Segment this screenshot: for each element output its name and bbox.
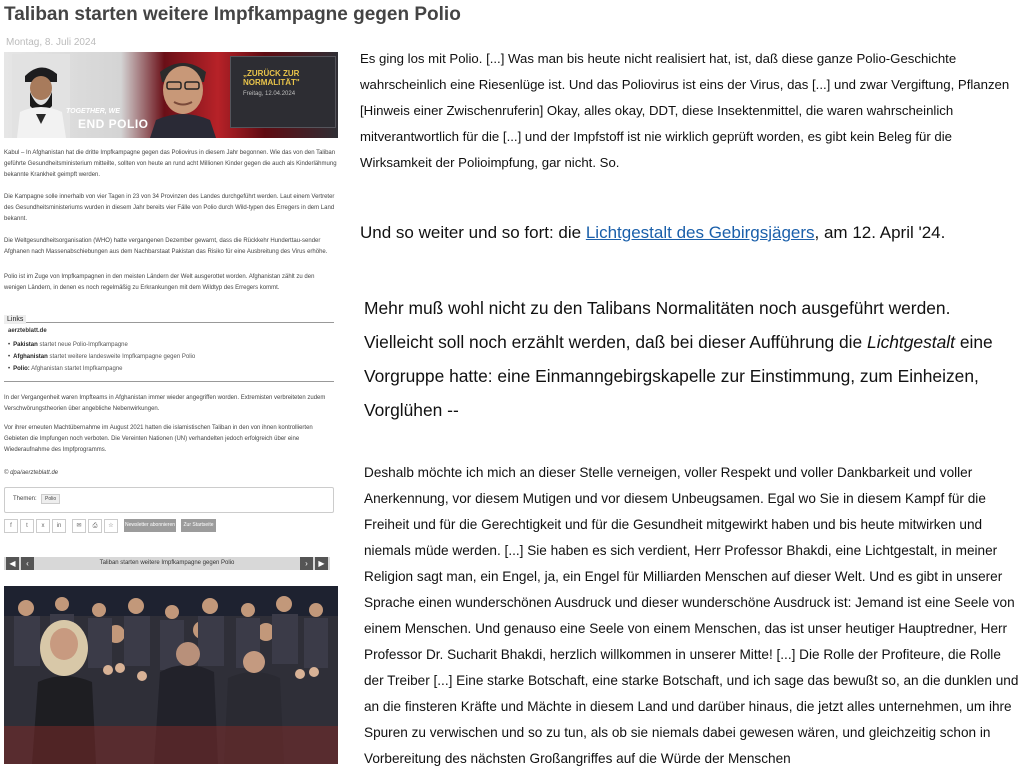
polio-slogan-big: END POLIO (78, 117, 149, 131)
transcript-paragraph-3 (364, 291, 1022, 427)
related-link[interactable] (8, 363, 195, 375)
applauding-audience-scene (4, 586, 338, 764)
event-sign-title: „ZURÜCK ZUR NORMALITÄT" (243, 69, 300, 87)
event-sign-date: Freitag, 12.04.2024 (243, 91, 296, 97)
related-link-topic: Pakistan (13, 342, 38, 348)
pager-first-button[interactable]: ◀ (6, 557, 19, 570)
transcript-p3-emphasis: Lichtgestalt (867, 332, 956, 352)
pager-title: Taliban starten weitere Impfkampagne gegen Polio (99, 560, 235, 566)
share-icon[interactable]: x (36, 519, 50, 533)
transcript-paragraph-2 (360, 219, 1020, 247)
article-paragraph: Die Weltgesundheitsorganisation (WHO) hatte vergangenen Dezember gewarnt, dass die Rückkehr Hunderttau-sender Afghanen nach Massenabschiebungen aus dem Nachbarstaat Pakistan das Risiko für eine Ausbreitung des Virus erhöhe. (4, 238, 328, 255)
related-link-topic: Polio: (13, 366, 30, 372)
hero-image (4, 52, 338, 138)
links-section-header (4, 308, 334, 323)
transcript-p2-lead: Und so weiter und so fort: die (360, 223, 586, 242)
divider (4, 381, 334, 382)
related-link[interactable] (8, 339, 195, 351)
related-link-topic: Afghanistan (13, 354, 48, 360)
related-link[interactable] (8, 351, 195, 363)
transcript-p3-tail: eine Vorgruppe hatte: eine Einmanngebirgskapelle zur Einstimmung, zum Einheizen, Vorglühen -- (364, 332, 993, 420)
article-paragraph: Vor ihrer erneuten Machtübernahme im August 2021 hatten die islamistischen Taliban in den von ihnen kontrollierten Gebieten die Impfungen noch verboten. Die Vereinten Nationen (UN) verhandelten jedoch erfolgreich über eine Wiederaufnahme des Impfprogramms. (4, 425, 313, 453)
email-icon[interactable]: ✉ (72, 519, 86, 533)
transcript-paragraph-4: Deshalb möchte ich mich an dieser Stelle verneigen, voller Respekt und voller Dankbarkeit und voller Anerkennung, vor diesem Mutigen und vor diesem Unbeugsamen. Egal wo Sie in diesem Kampf für die Freiheit und für die Gerechtigkeit und für die Gesundheit mitgewirkt haben und bis heute mitwirken und niemals müde werden. [...] Sie haben es sich verdient, Herr Professor Bhakdi, eine Lichtgestalt, in meiner Religion sagt man, ein Engel, ja, ein Engel für Milliarden Menschen auf dieser Welt. Und es gibt in unserer Sprache einen wunderschönen Ausdruck und dieser wunderschöne Ausdruck ist: Jemand ist eine Seele von einem Menschen. Und genauso eine Seele von einem Menschen, das ist unser heutiger Hauptredner, Herr Professor Dr. Sucharit Bhakdi, herzlich willkommen in unserer Mitte! [...] Die Rolle der Profiteure, die Rolle der Treiber [...] Eine starke Botschaft, eine starke Botschaft, und ich sage das bewußt so, an die dunklen und an die finsteren Kräfte und Mächte in diesem Land und darüber hinaus, die jetzt alles unternehmen, um ihre Spuren zu verwischen und so zu tun, als ob sie niemals dabei gewesen wären, und gleichzeitig schon in Vorbereitung des nächsten Großangriffes auf die Würde der Menschen (364, 465, 1019, 766)
links-label: Links (4, 315, 26, 324)
related-links-list (8, 339, 195, 375)
facebook-icon[interactable]: f (4, 519, 18, 533)
speaker-portrait-figure (144, 52, 222, 138)
article-paragraph: Die Kampagne solle innerhalb von vier Tagen in 23 von 34 Provinzen des Landes durchgeführt werden. Laut einem Vertreter des Gesundheitsministeriums wurden in diesem Jahr bereits vier Fälle von Polio durch Wild-typen des Erregers in dem Land bekannt. (4, 194, 335, 222)
related-link-text: startet neue Polio-Impfkampagne (37, 342, 128, 348)
related-link-text: Afghanistan startet Impfkampagne (29, 366, 123, 372)
transcript-panel (358, 0, 1022, 768)
links-source: aerzteblatt.de (8, 328, 47, 334)
linkedin-icon[interactable]: in (52, 519, 66, 533)
article-paragraph: Kabul – In Afghanistan hat die dritte Impfkampagne gegen das Poliovirus in diesem Jahr begonnen. Wie das von den Taliban geführte Gesundheitsministerium mitteilte, sollten von heute an rund acht Millionen Kinder gegen die auch als Kinderlähmung bekannte Krankheit geimpft werden. (4, 150, 337, 178)
themen-label: Themen: (13, 496, 37, 502)
pager-last-button[interactable]: ▶ (315, 557, 328, 570)
transcript-p3-lead: Mehr muß wohl nicht zu den Talibans Normalitäten noch ausgeführt werden. Vielleicht soll noch erzählt werden, daß bei dieser Aufführung die (364, 298, 951, 352)
article-headline: Taliban starten weitere Impfkampagne gegen Polio (4, 4, 461, 25)
article-pager (4, 557, 330, 570)
print-icon[interactable]: ⎙ (88, 519, 102, 533)
themen-box (4, 487, 334, 513)
themen-tag-polio[interactable]: Polio (41, 494, 60, 504)
taliban-spokesman-figure (12, 54, 70, 138)
transcript-p2-tail: , am 12. April '24. (814, 223, 946, 242)
pager-prev-button[interactable]: ‹ (21, 557, 34, 570)
lichtgestalt-link[interactable]: Lichtgestalt des Gebirgsjägers (585, 223, 815, 242)
twitter-icon[interactable]: t (20, 519, 34, 533)
related-link-text: startet weitere landesweite Impfkampagne gegen Polio (47, 354, 196, 360)
event-sign (230, 56, 336, 128)
article-paragraph: In der Vergangenheit waren Impfteams in Afghanistan immer wieder angegriffen worden. Extremisten verbreiteten zudem Verschwörungstheorien über angebliche Nebenwirkungen. (4, 395, 326, 412)
transcript-paragraph-1: Es ging los mit Polio. [...] Was man bis heute nicht realisiert hat, ist, daß diese ganze Polio-Geschichte wahrscheinlich eine Riesenlüge ist. Und das Poliovirus ist eins der Virus, das [...] und zwar Vergiftung, Pflanzen [Hinweis einer Zwischenruferin] Okay, alles okay, DDT, diese Insektenmittel, die waren wahrscheinlich mitverantwortlich für die [...] und der Impfstoff ist nie wirklich geprüft worden, es gibt kein Beleg für die Wirksamkeit der Polioimpfung, gar nicht. So. (360, 51, 1010, 170)
startseite-button[interactable]: Zur Startseite (181, 519, 216, 532)
event-photo (4, 586, 338, 764)
pager-next-button[interactable]: › (300, 557, 313, 570)
article-paragraph: Polio ist im Zuge von Impfkampagnen in den meisten Ländern der Welt ausgerottet worden. Afghanistan zählt zu den wenigen Ländern, in denen es noch regelmäßig zu Erkrankungen mit dem Wildtyp des Erregers kommt. (4, 274, 315, 291)
article-screenshot (0, 0, 461, 768)
bookmark-icon[interactable]: ☆ (104, 519, 118, 533)
newsletter-button[interactable]: Newsletter abonnieren (124, 519, 176, 532)
article-date: Montag, 8. Juli 2024 (6, 37, 97, 48)
article-credit: © dpa/aerzteblatt.de (4, 470, 59, 476)
polio-slogan-small: TOGETHER, WE (66, 108, 120, 115)
